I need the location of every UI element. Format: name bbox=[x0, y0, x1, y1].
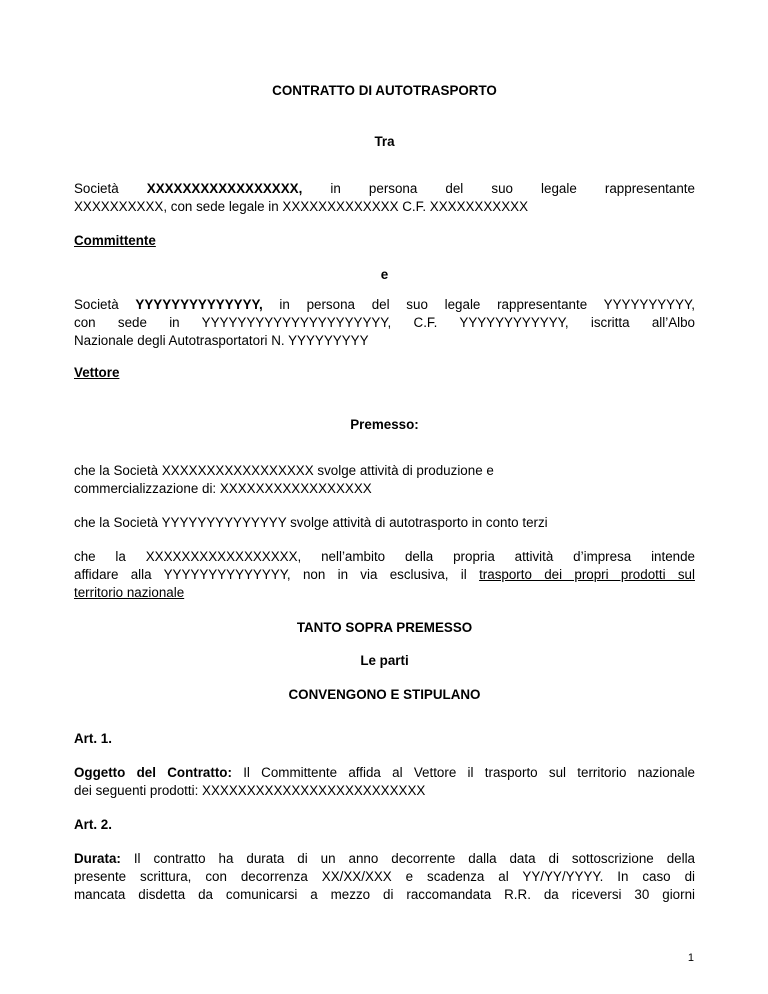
art2-heading: Art. 2. bbox=[74, 817, 112, 832]
party2-name: YYYYYYYYYYYYYY, bbox=[135, 297, 263, 312]
party2-line2: con sede in YYYYYYYYYYYYYYYYYYYYY, C.F. YYYYYYYYYYYY, iscritta all’Albo bbox=[74, 315, 695, 330]
premesso-p3-underlined: trasporto dei propri prodotti sul bbox=[479, 567, 695, 582]
party2-line1: Società YYYYYYYYYYYYYY, in persona del suo legale rappresentante YYYYYYYYYY, bbox=[74, 297, 695, 312]
party1-name: XXXXXXXXXXXXXXXXX, bbox=[146, 181, 303, 196]
premesso-p1-line1: che la Società XXXXXXXXXXXXXXXXX svolge attività di produzione e bbox=[74, 463, 494, 478]
premesso-p3-line1: che la XXXXXXXXXXXXXXXXX, nell’ambito della propria attività d’impresa intende bbox=[74, 549, 695, 564]
premesso-heading: Premesso: bbox=[350, 417, 419, 432]
document-page bbox=[74, 0, 695, 994]
premesso-p1-line2: commercializzazione di: XXXXXXXXXXXXXXXXX bbox=[74, 481, 372, 496]
tra-heading: Tra bbox=[374, 134, 395, 149]
art1-line2: dei seguenti prodotti: XXXXXXXXXXXXXXXXXXXXXXXXX bbox=[74, 783, 426, 798]
art1-line1: Oggetto del Contratto: Il Committente affida al Vettore il trasporto sul territorio nazionale bbox=[74, 765, 695, 780]
convengono-e-stipulano: CONVENGONO E STIPULANO bbox=[288, 687, 481, 702]
art2-line1: Durata: Il contratto ha durata di un anno decorrente dalla data di sottoscrizione della bbox=[74, 851, 695, 866]
party1-line1: Società XXXXXXXXXXXXXXXXX, in persona del suo legale rappresentante bbox=[74, 181, 695, 196]
art2-line3: mancata disdetta da comunicarsi a mezzo di raccomandata R.R. da riceversi 30 giorni bbox=[74, 887, 695, 902]
party2-line3: Nazionale degli Autotrasportatori N. YYYYYYYYY bbox=[74, 333, 369, 348]
premesso-p2: che la Società YYYYYYYYYYYYYY svolge attività di autotrasporto in conto terzi bbox=[74, 515, 548, 530]
party1-line2: XXXXXXXXXX, con sede legale in XXXXXXXXXXXXX C.F. XXXXXXXXXXX bbox=[74, 199, 529, 214]
premesso-p3-line2: affidare alla YYYYYYYYYYYYYY, non in via esclusiva, il trasporto dei propri prodotti sul bbox=[74, 567, 695, 582]
committente-label: Committente bbox=[74, 233, 156, 248]
page-number: 1 bbox=[687, 952, 694, 964]
premesso-p3-line3: territorio nazionale bbox=[74, 585, 185, 600]
tanto-sopra-premesso: TANTO SOPRA PREMESSO bbox=[296, 620, 473, 635]
art1-heading: Art. 1. bbox=[74, 731, 112, 746]
art2-line2: presente scrittura, con decorrenza XX/XX/XXX e scadenza al YY/YY/YYYY. In caso di bbox=[74, 869, 695, 884]
contract-title: CONTRATTO DI AUTOTRASPORTO bbox=[272, 83, 497, 98]
vettore-label: Vettore bbox=[74, 365, 120, 380]
le-parti: Le parti bbox=[360, 653, 409, 668]
e-connector: e bbox=[380, 267, 389, 282]
